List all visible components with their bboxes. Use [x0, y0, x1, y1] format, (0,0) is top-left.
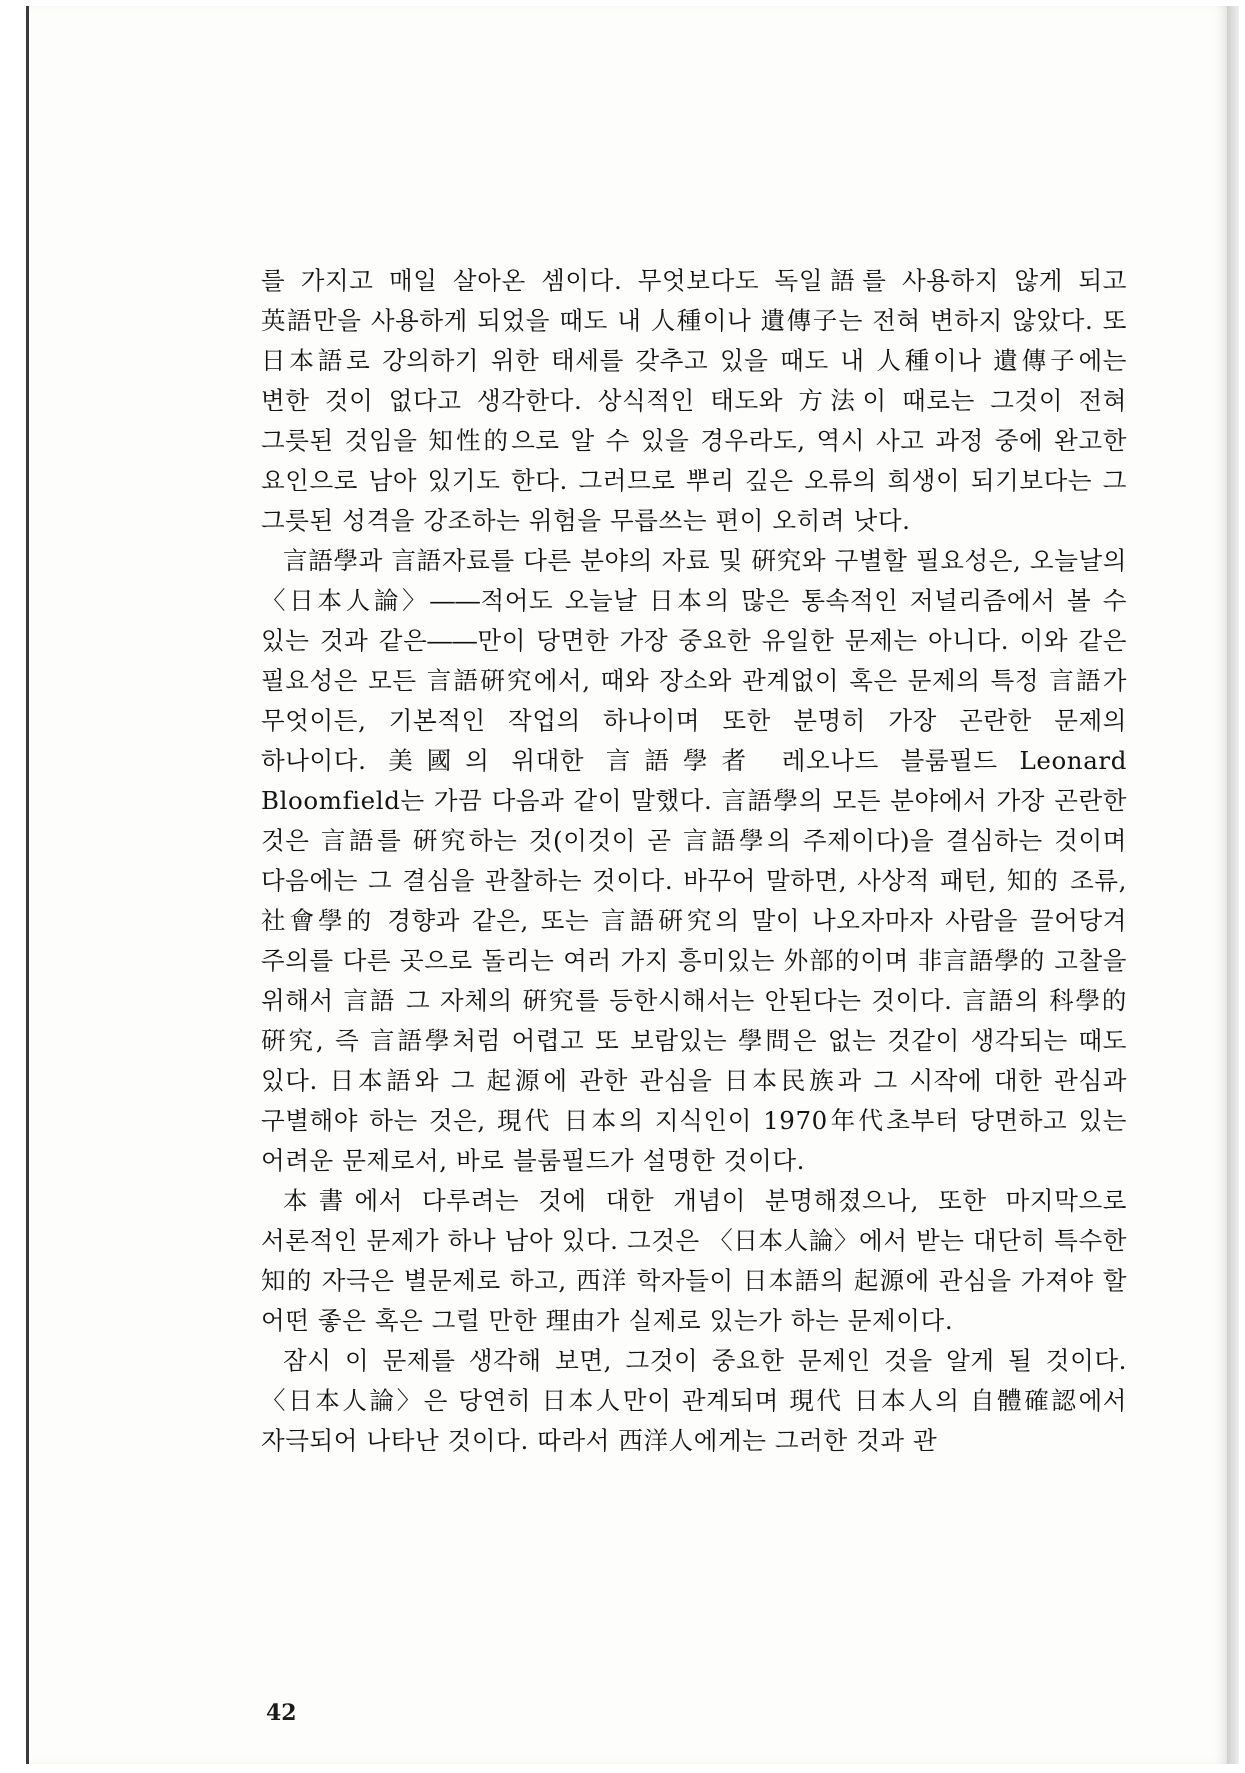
page-number: 42 — [266, 1700, 297, 1726]
paragraph-2: 言語學과 言語자료를 다른 분야의 자료 및 硏究와 구별할 필요성은, 오늘날의 〈日本人論〉――적어도 오늘날 日本의 많은 통속적인 저널리즘에서 볼 수 있는 것과 같은――만이 당면한 가장 중요한 유일한 문제는 아니다. 이와 같은 필요성은 모든 言語硏究에서, 때와 장소와 관계없이 혹은 문제의 특정 言語가 무엇이든, 기본적인 작업의 하나이며 또한 분명히 가장 곤란한 문제의 하나이다. 美國의 위대한 言語學者 레오나드 블룸필드 Leonard Bloomfield는 가끔 다음과 같이 말했다. 言語學의 모든 분야에서 가장 곤란한 것은 言語를 硏究하는 것(이것이 곧 言語學의 주제이다)을 결심하는 것이며 다음에는 그 결심을 관찰하는 것이다. 바꾸어 말하면, 사상적 패턴, 知的 조류, 社會學的 경향과 같은, 또는 言語硏究의 말이 나오자마자 사람을 끌어당겨 주의를 다른 곳으로 돌리는 여러 가지 흥미있는 外部的이며 非言語學的 고찰을 위해서 言語 그 자체의 硏究를 등한시해서는 안된다는 것이다. 言語의 科學的 硏究, 즉 言語學처럼 어렵고 또 보람있는 學問은 없는 것같이 생각되는 때도 있다. 日本語와 그 起源에 관한 관심을 日本民族과 그 시작에 대한 관심과 구별해야 하는 것은, 現代 日本의 지식인이 1970年代초부터 당면하고 있는 어려운 문제로서, 바로 블룸필드가 설명한 것이다. — [261, 546, 1127, 1175]
paragraph-4: 잠시 이 문제를 생각해 보면, 그것이 중요한 문제인 것을 알게 될 것이다. 〈日本人論〉은 당연히 日本人만이 관계되며 現代 日本人의 自體確認에서 자극되어 나타난 것이다. 따라서 西洋人에게는 그러한 것과 관 — [261, 1346, 1127, 1455]
paragraph-3: 本書에서 다루려는 것에 대한 개념이 분명해졌으나, 또한 마지막으로 서론적인 문제가 하나 남아 있다. 그것은 〈日本人論〉에서 받는 대단히 특수한 知的 자극은 별문제로 하고, 西洋 학자들이 日本語의 起源에 관심을 가져야 할 어떤 좋은 혹은 그럴 만한 理由가 실제로 있는가 하는 문제이다. — [261, 1186, 1127, 1335]
paragraph-1: 를 가지고 매일 살아온 셈이다. 무엇보다도 독일語를 사용하지 않게 되고 英語만을 사용하게 되었을 때도 내 人種이나 遺傳子는 전혀 변하지 않았다. 또 日本語로 강의하기 위한 태세를 갖추고 있을 때도 내 人種이나 遺傳子에는 변한 것이 없다고 생각한다. 상식적인 태도와 方法이 때로는 그것이 전혀 그릇된 것임을 知性的으로 알 수 있을 경우라도, 역시 사고 과정 중에 완고한 요인으로 남아 있기도 한다. 그러므로 뿌리 깊은 오류의 희생이 되기보다는 그 그릇된 성격을 강조하는 위험을 무릅쓰는 편이 오히려 낫다. — [261, 266, 1127, 535]
body-text — [261, 261, 1127, 1461]
book-page — [26, 6, 1229, 1764]
